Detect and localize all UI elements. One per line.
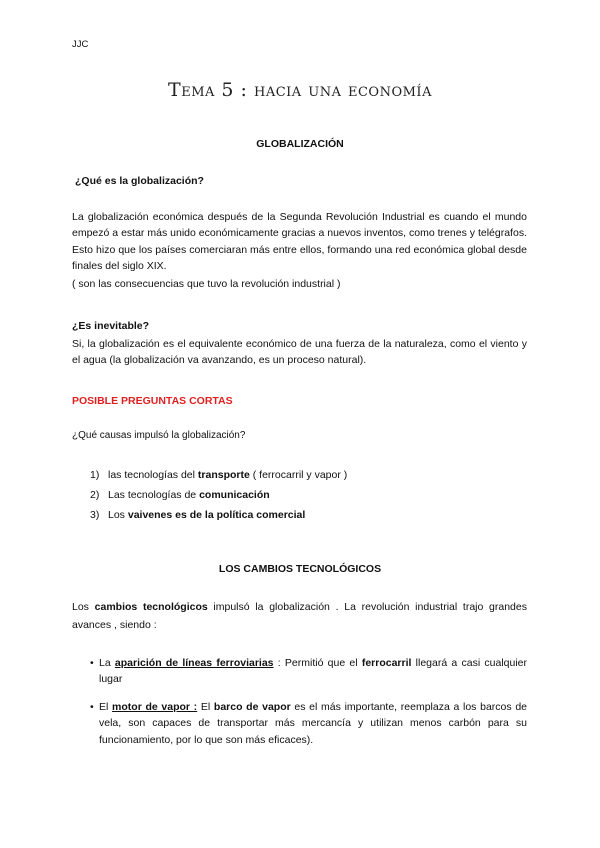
bullet-item-ferroviarias: • La aparición de líneas ferroviarias : Permitió que el ferrocarril llegará a casi cualquier lugar bbox=[90, 657, 528, 686]
list-item: 2) Las tecnologías de comunicación bbox=[90, 485, 347, 505]
list-item: 1) las tecnologías del transporte ( ferrocarril y vapor ) bbox=[90, 465, 347, 485]
causes-list bbox=[90, 465, 347, 525]
section-heading-preguntas: POSIBLE PREGUNTAS CORTAS bbox=[72, 395, 233, 407]
paragraph-inevitable: Si, la globalización es el equivalente económico de una fuerza de la naturaleza, como el viento y el agua (la globalización va avanzando, es un proceso natural). bbox=[72, 338, 527, 367]
list-number: 1) bbox=[90, 469, 100, 481]
section-heading-cambios: LOS CAMBIOS TECNOLÓGICOS bbox=[218, 563, 382, 575]
page-title: Tema 5 : hacia una economía bbox=[168, 79, 432, 101]
short-question: ¿Qué causas impulsó la globalización? bbox=[72, 430, 246, 441]
paragraph-note: ( son las consecuencias que tuvo la revolución industrial ) bbox=[72, 278, 341, 290]
bullet-icon: • bbox=[90, 657, 94, 669]
section-heading-globalizacion: GLOBALIZACIÓN bbox=[256, 138, 344, 150]
bold-term: ferrocarril bbox=[361, 657, 412, 669]
list-bold-term: comunicación bbox=[199, 489, 270, 501]
list-bold-term: vaivenes es de la política comercial bbox=[127, 509, 306, 521]
bullet-item-vapor: • El motor de vapor : El barco de vapor es el más importante, reemplaza a los barcos de vela, son capaces de transportar más mercancía y utilizan menos carbón para su funcionamiento, por lo que son más eficaces). bbox=[90, 701, 528, 746]
paragraph-definition: La globalización económica después de la Segunda Revolución Industrial es cuando el mundo empezó a estar más unido económicamente gracias a nuevos inventos, como trenes y telégrafos. Esto hizo que los países comerciaran más entre ellos, formando una red económica global desde finales del siglo XIX. bbox=[72, 211, 527, 272]
bold-term: cambios tecnológicos bbox=[94, 601, 208, 613]
list-bold-term: transporte bbox=[197, 469, 250, 481]
list-number: 2) bbox=[90, 489, 100, 501]
bullet-icon: • bbox=[90, 701, 94, 713]
paragraph-cambios-intro: Los cambios tecnológicos impulsó la globalización . La revolución industrial trajo grandes avances , siendo : bbox=[72, 601, 527, 632]
question-inevitable: ¿Es inevitable? bbox=[72, 320, 150, 332]
list-item: 3) Los vaivenes es de la política comercial bbox=[90, 505, 347, 525]
underlined-term: motor de vapor : bbox=[112, 701, 198, 713]
question-what-is: ¿Qué es la globalización? bbox=[75, 175, 204, 187]
bold-term: barco de vapor bbox=[213, 701, 291, 713]
author-initials: JJC bbox=[72, 39, 89, 50]
list-number: 3) bbox=[90, 509, 100, 521]
underlined-term: aparición de líneas ferroviarias bbox=[114, 657, 274, 669]
